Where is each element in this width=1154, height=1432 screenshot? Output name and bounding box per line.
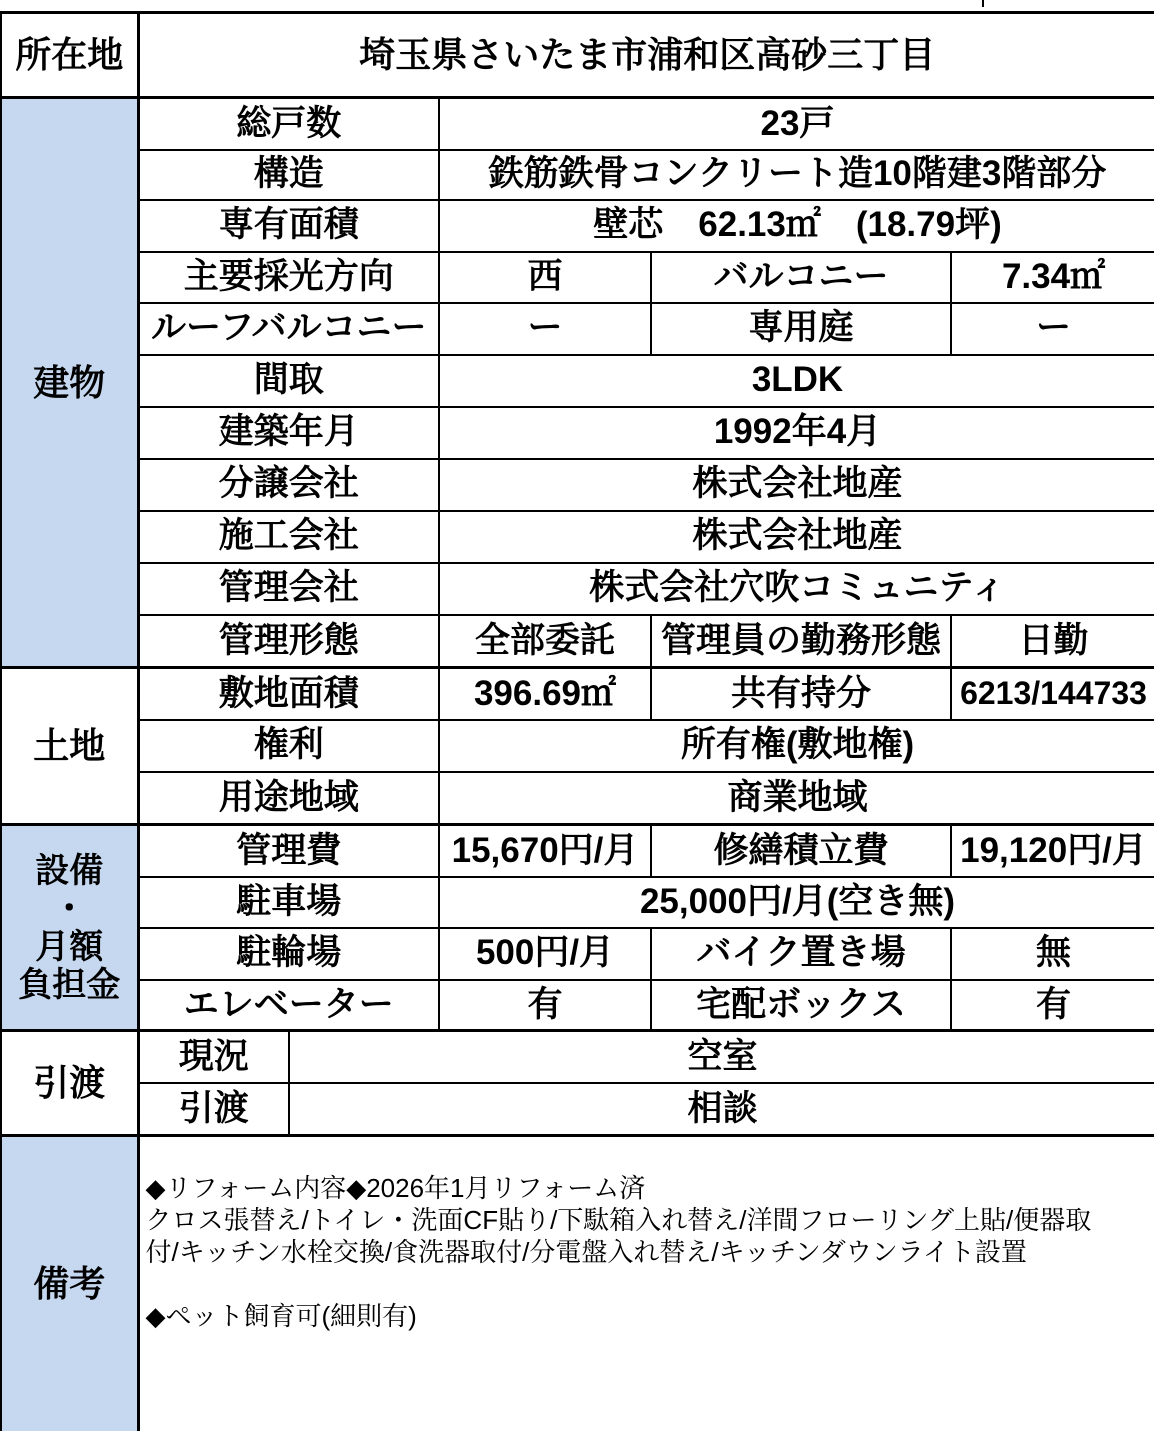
- builder-label: 施工会社: [138, 511, 439, 563]
- total-units-label: 総戸数: [138, 98, 439, 150]
- section-label-facilities: 設備 ・ 月額 負担金: [1, 825, 138, 1031]
- rights-value: 所有権(敷地権): [439, 720, 1154, 772]
- management-fee-label: 管理費: [138, 825, 439, 877]
- management-type-label: 管理形態: [138, 615, 439, 668]
- section-label-handover: 引渡: [1, 1031, 138, 1136]
- handover-timing-value: 相談: [289, 1083, 1154, 1136]
- exclusive-area-row: [1, 200, 1154, 252]
- manager-work-style-value: 日勤: [951, 615, 1154, 668]
- section-label-building: 建物: [1, 98, 138, 668]
- management-type-row: [1, 615, 1154, 668]
- car-parking-label: 駐車場: [138, 877, 439, 928]
- structure-value: 鉄筋鉄骨コンクリート造10階建3階部分: [439, 150, 1154, 200]
- site-area-row: [1, 668, 1154, 720]
- property-table: [0, 11, 1154, 1431]
- structure-row: [1, 150, 1154, 200]
- motorbike-parking-value: 無: [951, 928, 1154, 980]
- builder-row: [1, 511, 1154, 563]
- delivery-box-value: 有: [951, 980, 1154, 1031]
- zoning-row: [1, 772, 1154, 825]
- remarks-text: [138, 1136, 1154, 1431]
- balcony-label: バルコニー: [651, 252, 951, 303]
- rights-row: [1, 720, 1154, 772]
- location-value: 埼玉県さいたま市浦和区高砂三丁目: [138, 13, 1154, 98]
- section-label-land: 土地: [1, 668, 138, 825]
- builder-value: 株式会社地産: [439, 511, 1154, 563]
- bicycle-parking-value: 500円/月: [439, 928, 651, 980]
- exclusive-area-label: 専有面積: [138, 200, 439, 252]
- repair-reserve-label: 修繕積立費: [651, 825, 951, 877]
- remarks-line: 付/キッチン水栓交換/食洗器取付/分電盤入れ替え/キッチンダウンライト設置: [145, 1237, 1027, 1267]
- floor-plan-row: [1, 355, 1154, 407]
- current-status-label: 現況: [138, 1031, 289, 1083]
- completion-value: 1992年4月: [439, 407, 1154, 459]
- section-label-remarks: 備考: [1, 1136, 138, 1431]
- completion-row: [1, 407, 1154, 459]
- remarks-line: クロス張替え/トイレ・洗面CF貼り/下駄箱入れ替え/洋間フローリング上貼/便器取: [145, 1205, 1092, 1235]
- management-fee-row: [1, 825, 1154, 877]
- car-parking-value: 25,000円/月(空き無): [439, 877, 1154, 928]
- management-type-value: 全部委託: [439, 615, 651, 668]
- bicycle-parking-label: 駐輪場: [138, 928, 439, 980]
- floor-plan-value: 3LDK: [439, 355, 1154, 407]
- remarks-line: ◆ペット飼育可(細則有): [145, 1301, 417, 1331]
- remarks-row: [1, 1136, 1154, 1431]
- private-garden-label: 専用庭: [651, 303, 951, 355]
- seller-value: 株式会社地産: [439, 459, 1154, 511]
- site-area-value: 396.69㎡: [439, 668, 651, 720]
- site-area-label: 敷地面積: [138, 668, 439, 720]
- zoning-value: 商業地域: [439, 772, 1154, 825]
- co-ownership-share-label: 共有持分: [651, 668, 951, 720]
- management-company-value: 株式会社穴吹コミュニティ: [439, 563, 1154, 615]
- floor-plan-label: 間取: [138, 355, 439, 407]
- elevator-row: [1, 980, 1154, 1031]
- current-status-row: [1, 1031, 1154, 1083]
- seller-label: 分譲会社: [138, 459, 439, 511]
- zoning-label: 用途地域: [138, 772, 439, 825]
- co-ownership-share-value: 6213/144733: [951, 668, 1154, 720]
- elevator-value: 有: [439, 980, 651, 1031]
- exclusive-area-value: 壁芯 62.13㎡ (18.79坪): [439, 200, 1154, 252]
- private-garden-value: ー: [951, 303, 1154, 355]
- current-status-value: 空室: [289, 1031, 1154, 1083]
- manager-work-style-label: 管理員の勤務形態: [651, 615, 951, 668]
- management-fee-value: 15,670円/月: [439, 825, 651, 877]
- management-company-row: [1, 563, 1154, 615]
- repair-reserve-value: 19,120円/月: [951, 825, 1154, 877]
- roof-balcony-row: [1, 303, 1154, 355]
- location-label: 所在地: [1, 13, 138, 98]
- remarks-line: ◆リフォーム内容◆2026年1月リフォーム済: [145, 1173, 646, 1203]
- structure-label: 構造: [138, 150, 439, 200]
- location-row: [1, 13, 1154, 98]
- elevator-label: エレベーター: [138, 980, 439, 1031]
- handover-timing-row: [1, 1083, 1154, 1136]
- total-units-value: 23戸: [439, 98, 1154, 150]
- rights-label: 権利: [138, 720, 439, 772]
- light-direction-row: [1, 252, 1154, 303]
- balcony-value: 7.34㎡: [951, 252, 1154, 303]
- delivery-box-label: 宅配ボックス: [651, 980, 951, 1031]
- completion-label: 建築年月: [138, 407, 439, 459]
- handover-timing-label: 引渡: [138, 1083, 289, 1136]
- seller-row: [1, 459, 1154, 511]
- total-units-row: [1, 98, 1154, 150]
- bicycle-parking-row: [1, 928, 1154, 980]
- light-direction-value: 西: [439, 252, 651, 303]
- management-company-label: 管理会社: [138, 563, 439, 615]
- car-parking-row: [1, 877, 1154, 928]
- roof-balcony-value: ー: [439, 303, 651, 355]
- cropped-border-fragment: [982, 0, 984, 7]
- roof-balcony-label: ルーフバルコニー: [138, 303, 439, 355]
- cropped-previous-row: [0, 0, 1154, 11]
- light-direction-label: 主要採光方向: [138, 252, 439, 303]
- motorbike-parking-label: バイク置き場: [651, 928, 951, 980]
